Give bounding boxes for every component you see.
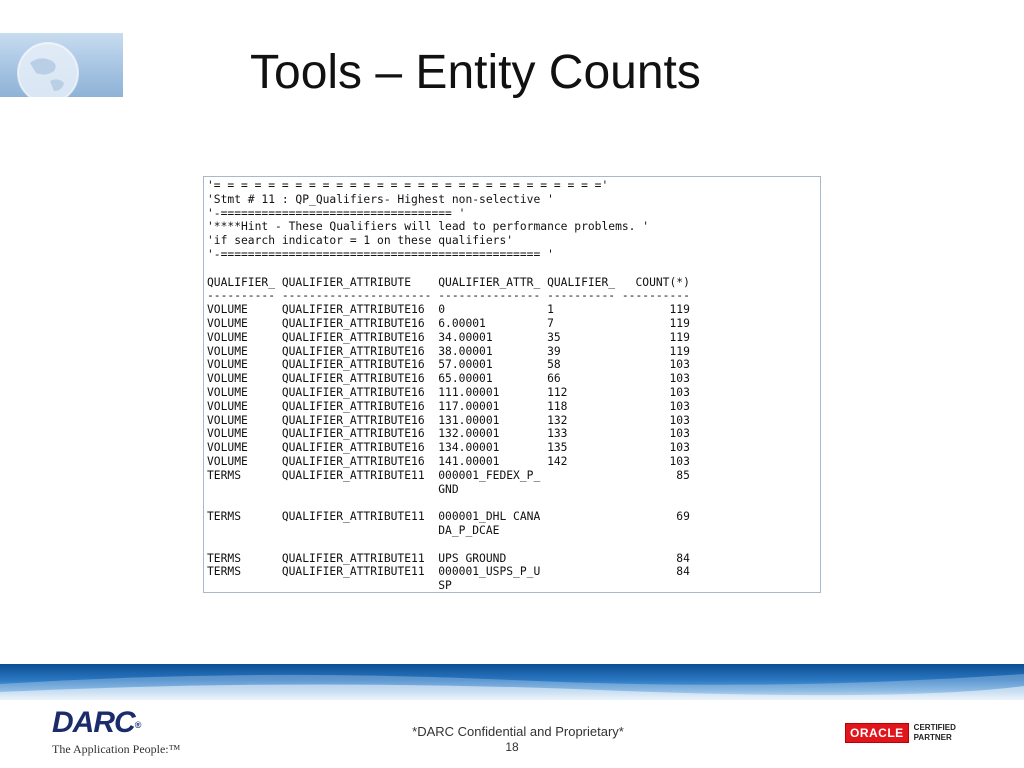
output-line: 'Stmt # 11 : QP_Qualifiers- Highest non-selective '	[207, 192, 554, 206]
output-line: TERMS QUALIFIER_ATTRIBUTE11 000001_FEDEX_P_ 85	[207, 468, 690, 482]
output-line: VOLUME QUALIFIER_ATTRIBUTE16 111.00001 112 103	[207, 385, 690, 399]
page-number: 18	[505, 740, 519, 754]
oracle-partner-label: PARTNER	[913, 733, 952, 742]
output-line: VOLUME QUALIFIER_ATTRIBUTE16 65.00001 66 103	[207, 372, 690, 386]
output-line: '-================================== '	[207, 206, 466, 220]
output-line: VOLUME QUALIFIER_ATTRIBUTE16 141.00001 142 103	[207, 454, 690, 468]
footer-wave-band	[0, 664, 1024, 700]
confidential-notice: *DARC Confidential and Proprietary*	[412, 724, 624, 739]
oracle-certified-label: CERTIFIED	[913, 723, 956, 732]
output-line: ---------- ---------------------- --------------- ---------- ----------	[207, 289, 690, 303]
wave-decoration	[0, 664, 1024, 700]
sql-output-text	[204, 177, 820, 593]
output-line: VOLUME QUALIFIER_ATTRIBUTE16 134.00001 135 103	[207, 441, 690, 455]
darc-tagline: The Application People:™	[52, 742, 181, 756]
output-line: 'if search indicator = 1 on these qualifiers'	[207, 234, 514, 248]
output-line: TERMS QUALIFIER_ATTRIBUTE11 UPS GROUND 84	[207, 551, 690, 565]
oracle-label: ORACLE	[845, 723, 909, 743]
output-line: VOLUME QUALIFIER_ATTRIBUTE16 132.00001 133 103	[207, 427, 690, 441]
output-line: QUALIFIER_ QUALIFIER_ATTRIBUTE QUALIFIER_ATTR_ QUALIFIER_ COUNT(*)	[207, 275, 690, 289]
output-line	[207, 262, 820, 276]
output-line: VOLUME QUALIFIER_ATTRIBUTE16 34.00001 35 119	[207, 330, 690, 344]
output-line: DA_P_DCAE	[207, 523, 500, 537]
output-line: GND	[207, 482, 459, 496]
slide-title: Tools – Entity Counts	[250, 46, 701, 99]
output-line: VOLUME QUALIFIER_ATTRIBUTE16 38.00001 39 119	[207, 344, 690, 358]
output-line: '-=============================================== '	[207, 247, 554, 261]
globe-image	[0, 33, 123, 97]
output-line: '****Hint - These Qualifiers will lead to performance problems. '	[207, 220, 650, 234]
output-line: VOLUME QUALIFIER_ATTRIBUTE16 0 1 119	[207, 303, 690, 317]
output-line: VOLUME QUALIFIER_ATTRIBUTE16 117.00001 118 103	[207, 399, 690, 413]
output-line: TERMS QUALIFIER_ATTRIBUTE11 000001_DHL CANA 69	[207, 510, 690, 524]
output-line: VOLUME QUALIFIER_ATTRIBUTE16 57.00001 58 103	[207, 358, 690, 372]
oracle-certified-partner-logo	[845, 723, 956, 743]
output-line: VOLUME QUALIFIER_ATTRIBUTE16 6.00001 7 119	[207, 316, 690, 330]
output-line: SP	[207, 579, 452, 593]
output-line	[207, 538, 820, 552]
sql-output-panel	[203, 176, 821, 593]
output-line: '= = = = = = = = = = = = = = = = = = = = = = = = = = = = ='	[207, 179, 609, 192]
darc-logo-text: DARC	[52, 706, 135, 739]
output-line	[207, 496, 820, 510]
globe-icon	[0, 33, 123, 97]
output-line: VOLUME QUALIFIER_ATTRIBUTE16 131.00001 132 103	[207, 413, 690, 427]
output-line: TERMS QUALIFIER_ATTRIBUTE11 000001_USPS_P_U 84	[207, 565, 690, 579]
darc-logo: DARC® The Application People:™	[52, 706, 181, 756]
